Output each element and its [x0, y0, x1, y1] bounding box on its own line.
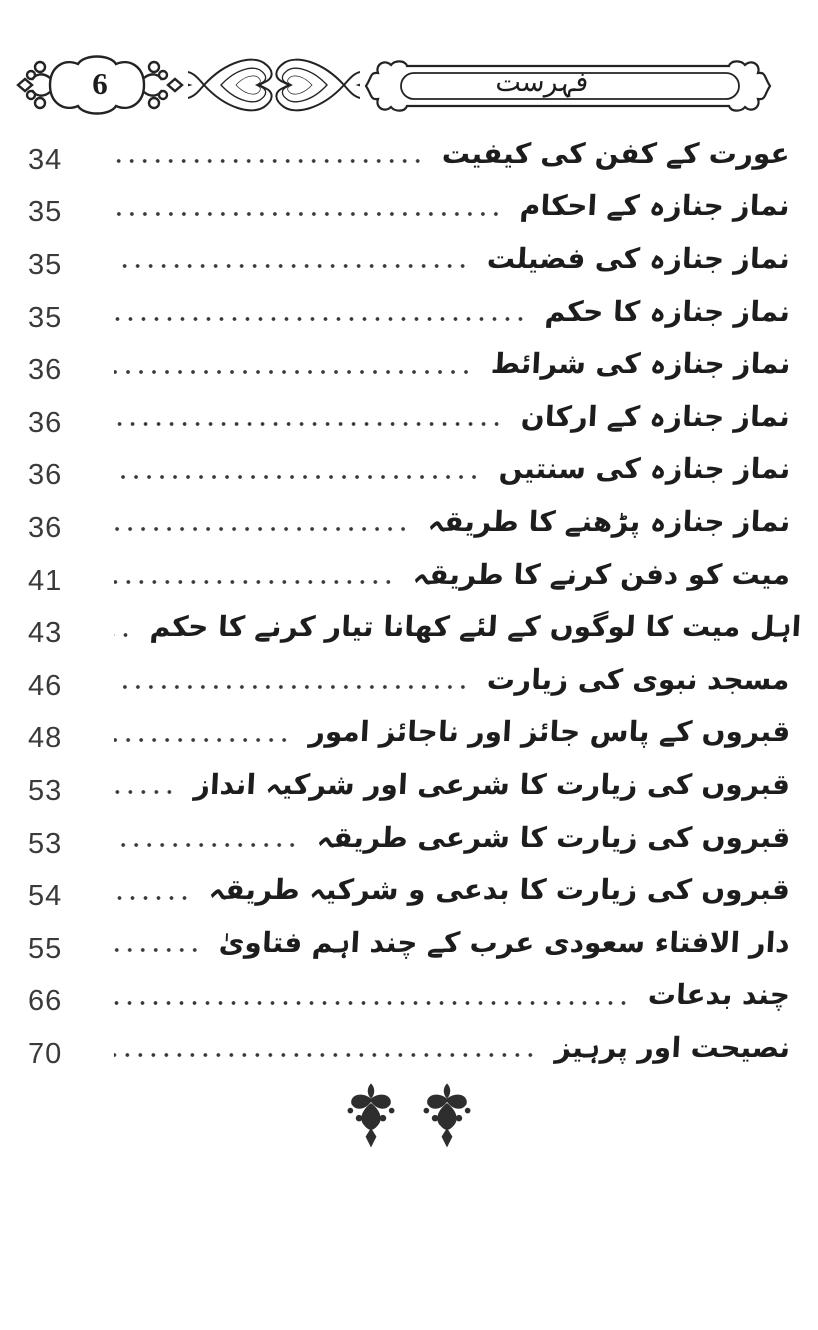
dotted-leader — [114, 526, 410, 532]
entry-page-number: 53 — [28, 774, 63, 807]
entry-title: نماز جنازہ کی سنتیں — [497, 452, 791, 486]
entry-title: قبروں کے پاس جائز اور ناجائز امور — [307, 715, 791, 749]
entry-page-number: 53 — [28, 827, 63, 860]
entry-page-number: 35 — [28, 196, 63, 229]
dotted-leader — [114, 579, 395, 585]
entry-title: عورت کے کفن کی کیفیت — [441, 136, 791, 170]
toc-entry — [28, 653, 790, 706]
dotted-leader — [114, 211, 502, 217]
entry-page-number: 41 — [28, 564, 63, 597]
footer-ornament — [0, 1078, 818, 1154]
dotted-leader — [114, 842, 299, 848]
entry-page-number: 36 — [28, 459, 63, 492]
contents-title: فہرست — [494, 67, 590, 98]
fleuron-icon — [422, 1078, 472, 1154]
dotted-leader — [114, 421, 503, 427]
entry-page-number: 54 — [28, 880, 63, 913]
page-header — [0, 50, 818, 122]
fleuron-icon — [346, 1078, 396, 1154]
toc-entry — [28, 443, 790, 496]
entry-title: قبروں کی زیارت کا شرعی اور شرکیہ انداز — [192, 767, 791, 801]
entry-title: نماز جنازہ کے ارکان — [520, 399, 791, 433]
entry-page-number: 35 — [28, 248, 63, 281]
entry-page-number: 43 — [28, 617, 63, 650]
entry-title: نماز جنازہ کا حکم — [544, 294, 791, 328]
toc-entry — [28, 337, 790, 390]
dotted-leader — [114, 1052, 537, 1058]
toc-entry — [28, 232, 790, 285]
entry-title: قبروں کی زیارت کا شرعی طریقہ — [315, 820, 791, 854]
dotted-leader — [114, 316, 527, 322]
entry-title: میت کو دفن کرنے کا طریقہ — [411, 557, 791, 591]
toc-entry — [28, 1021, 790, 1074]
page-number-cartouche-icon — [16, 50, 184, 120]
toc-entry — [28, 969, 790, 1022]
toc-entry — [28, 916, 790, 969]
dotted-leader — [114, 947, 201, 953]
entry-title: نماز جنازہ کے احکام — [519, 189, 791, 223]
dotted-leader — [114, 684, 469, 690]
entry-page-number: 36 — [28, 354, 63, 387]
toc-entry — [28, 600, 803, 653]
dotted-leader — [114, 158, 424, 164]
entry-title: نماز جنازہ پڑھنے کا طریقہ — [426, 504, 791, 538]
toc-entry — [28, 127, 790, 180]
dotted-leader — [114, 474, 481, 480]
toc-entry — [28, 706, 790, 759]
entry-title: مسجد نبوی کی زیارت — [486, 662, 791, 696]
contents-title-banner — [362, 52, 778, 120]
entry-page-number: 48 — [28, 722, 63, 755]
entry-title: چند بدعات — [647, 978, 791, 1012]
entry-title: نماز جنازہ کی شرائط — [489, 347, 791, 381]
entry-title: نصیحت اور پرہیز — [553, 1030, 791, 1064]
toc-entry — [28, 758, 790, 811]
page-number: 6 — [92, 66, 108, 101]
entry-page-number: 36 — [28, 406, 63, 439]
entry-page-number: 36 — [28, 511, 63, 544]
dotted-leader — [114, 263, 469, 269]
toc-entry — [28, 811, 790, 864]
dotted-leader — [114, 737, 291, 743]
dotted-leader — [114, 895, 191, 901]
dotted-leader — [114, 789, 176, 795]
toc-entry — [28, 285, 790, 338]
toc-entry — [28, 548, 790, 601]
toc-entry — [28, 390, 790, 443]
entry-page-number: 66 — [28, 985, 63, 1018]
entry-title: اہل میت کا لوگوں کے لئے کھانا تیار کرنے کا حکم — [149, 610, 803, 644]
entry-page-number: 46 — [28, 669, 63, 702]
entry-title: دار الافتاء سعودی عرب کے چند اہم فتاویٰ — [218, 925, 791, 959]
toc-list — [28, 127, 803, 1074]
entry-title: قبروں کی زیارت کا بدعی و شرکیہ طریقہ — [208, 873, 791, 907]
toc-entry — [28, 180, 790, 233]
toc-entry — [28, 863, 790, 916]
toc-entry — [28, 495, 790, 548]
entry-page-number: 35 — [28, 301, 63, 334]
entry-page-number: 55 — [28, 932, 63, 965]
entry-page-number: 34 — [28, 143, 63, 176]
dotted-leader — [114, 369, 473, 375]
dotted-leader — [114, 1000, 630, 1006]
dotted-leader — [114, 632, 132, 638]
entry-page-number: 70 — [28, 1037, 63, 1070]
entry-title: نماز جنازہ کی فضیلت — [486, 241, 791, 275]
